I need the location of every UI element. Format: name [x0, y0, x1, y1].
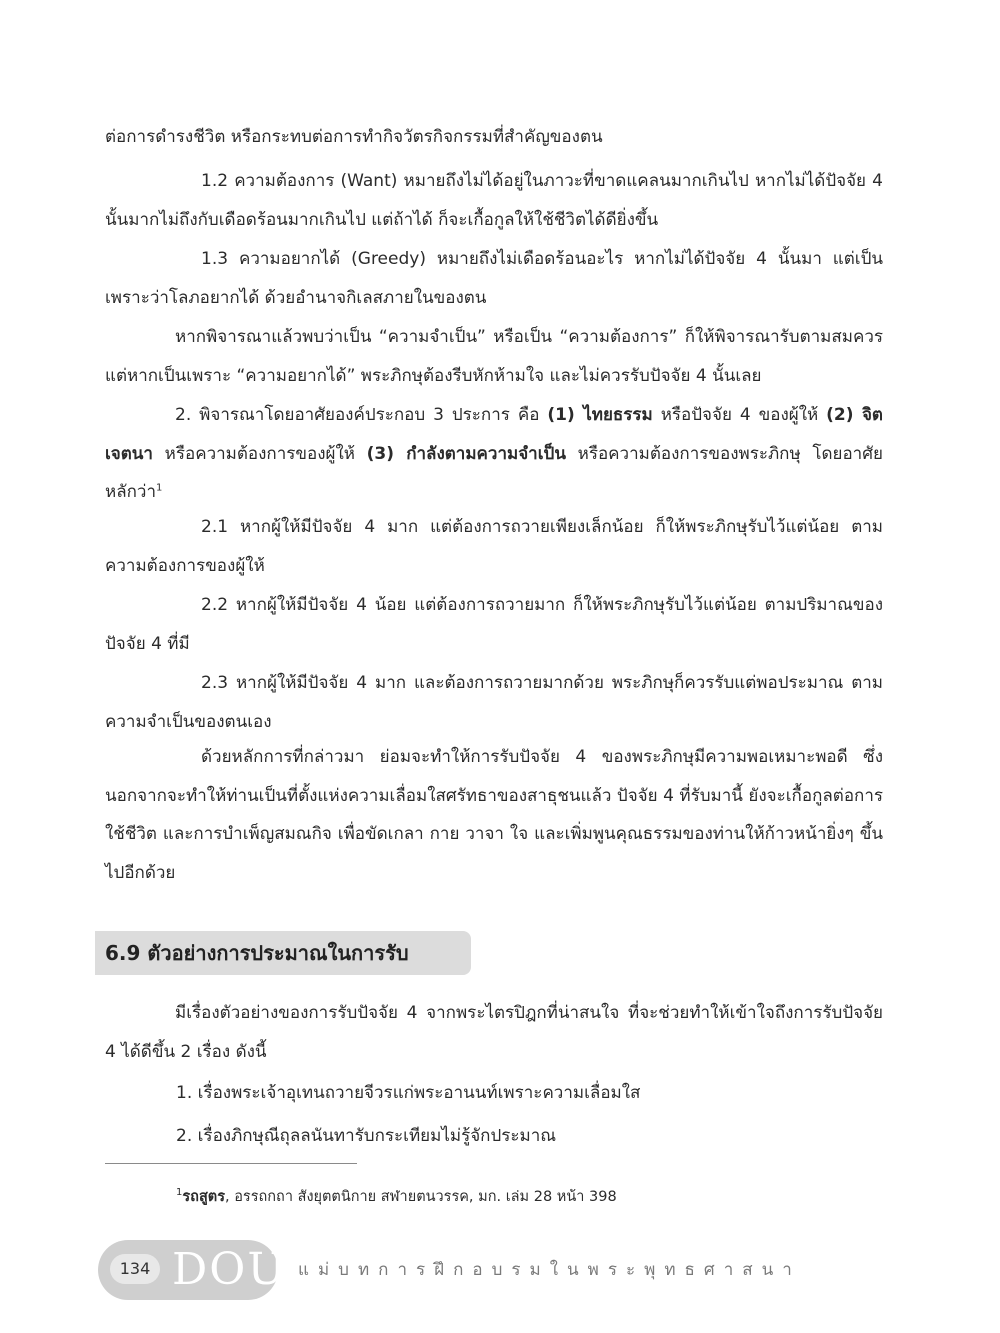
term-chit-jetana: (2) จิตเจตนา	[105, 405, 883, 464]
section-heading-6-9: 6.9 ตัวอย่างการประมาณในการรับ	[95, 931, 471, 975]
footer-badge	[98, 1240, 287, 1300]
footnote	[176, 1185, 617, 1209]
paragraph-consider: หากพิจารณาแล้วพบว่าเป็น “ความจำเป็น” หรือเป็น “ความต้องการ” ก็ให้พิจารณารับตามสมควร แต่หากเป็นเพราะ “ความอยากได้” พระภิกษุต้องรีบหักห้ามใจ และไม่ควรรับปัจจัย 4 นั้นเลย	[105, 327, 883, 386]
footnote-divider	[105, 1163, 357, 1164]
paragraph-1-2-want: 1.2 ความต้องการ (Want) หมายถึงไม่ได้อยู่ในภาวะที่ขาดแคลนมากเกินไป หากไม่ได้ปัจจัย 4 นั้นมากไม่ถึงกับเดือดร้อนมากเกินไป แต่ถ้าได้ ก็จะเกื้อกูลให้ใช้ชีวิตได้ดียิ่งขึ้น	[105, 171, 883, 230]
footnote-source-title: รถสูตร	[182, 1189, 225, 1205]
paragraph-2-1: 2.1 หากผู้ให้มีปัจจัย 4 มาก แต่ต้องการถวายเพียงเล็กน้อย ก็ให้พระภิกษุรับไว้แต่น้อย ตามความต้องการของผู้ให้	[105, 517, 883, 576]
paragraph-2-3: 2.3 หากผู้ให้มีปัจจัย 4 มาก และต้องการถวายมากด้วย พระภิกษุก็ควรรับแต่พอประมาณ ตามความจำเป็นของตนเอง	[105, 673, 883, 732]
paragraph-continuation: ต่อการดำรงชีวิต หรือกระทบต่อการทำกิจวัตรกิจกรรมที่สำคัญของตน	[105, 127, 603, 147]
example-story-1: 1. เรื่องพระเจ้าอุเทนถวายจีวรแก่พระอานนท์เพราะความเลื่อมใส	[176, 1083, 641, 1103]
book-title: แม่บทการฝึกอบรมในพระพุทธศาสนา	[298, 1260, 801, 1280]
example-story-2: 2. เรื่องภิกษุณีถุลลนันทารับกระเทียมไม่รู้จักประมาณ	[176, 1126, 557, 1146]
section-intro-paragraph: มีเรื่องตัวอย่างของการรับปัจจัย 4 จากพระไตรปิฎกที่น่าสนใจ ที่จะช่วยทำให้เข้าใจถึงการรับปัจจัย 4 ได้ดีขึ้น 2 เรื่อง ดังนี้	[105, 1003, 883, 1062]
footnote-source-detail: , อรรถกถา สังยุตตนิกาย สฬายตนวรรค, มก. เล่ม 28 หน้า 398	[225, 1189, 617, 1205]
footnote-reference: 1	[156, 482, 163, 494]
term-kamlang: (3) กำลังตามความจำเป็น	[366, 443, 566, 464]
dou-logo: DOU	[172, 1244, 287, 1295]
page-footer	[98, 1240, 898, 1300]
paragraph-conclusion: ด้วยหลักการที่กล่าวมา ย่อมจะทำให้การรับปัจจัย 4 ของพระภิกษุมีความพอเหมาะพอดี ซึ่งนอกจากจะทำให้ท่านเป็นที่ตั้งแห่งความเลื่อมใสศรัทธาของสาธุชนแล้ว ปัจจัย 4 ที่รับมานี้ ยังจะเกื้อกูลต่อการใช้ชีวิต และการบำเพ็ญสมณกิจ เพื่อขัดเกลา กาย วาจา ใจ และเพิ่มพูนคุณธรรมของท่านให้ก้าวหน้ายิ่งๆ ขึ้นไปอีกด้วย	[105, 747, 883, 883]
paragraph-2-2: 2.2 หากผู้ให้มีปัจจัย 4 น้อย แต่ต้องการถวายมาก ก็ให้พระภิกษุรับไว้แต่น้อย ตามปริมาณของปัจจัย 4 ที่มี	[105, 595, 883, 654]
footnote-number: 1	[176, 1187, 183, 1199]
term-thaitham: (1) ไทยธรรม	[547, 405, 653, 425]
paragraph-1-3-greedy: 1.3 ความอยากได้ (Greedy) หมายถึงไม่เดือดร้อนอะไร หากไม่ได้ปัจจัย 4 นั้นมา แต่เป็นเพราะว่าโลภอยากได้ ด้วยอำนาจกิเลสภายในของตน	[105, 249, 883, 308]
page-number: 134	[110, 1254, 160, 1284]
paragraph-2-three-factors: 2. พิจารณาโดยอาศัยองค์ประกอบ 3 ประการ คือ (1) ไทยธรรม หรือปัจจัย 4 ของผู้ให้ (2) จิตเจตนา หรือความต้องการของผู้ให้ (3) กำลังตามความจำเป็น หรือความต้องการของพระภิกษุ โดยอาศัยหลักว่า$^1$	[105, 405, 883, 502]
